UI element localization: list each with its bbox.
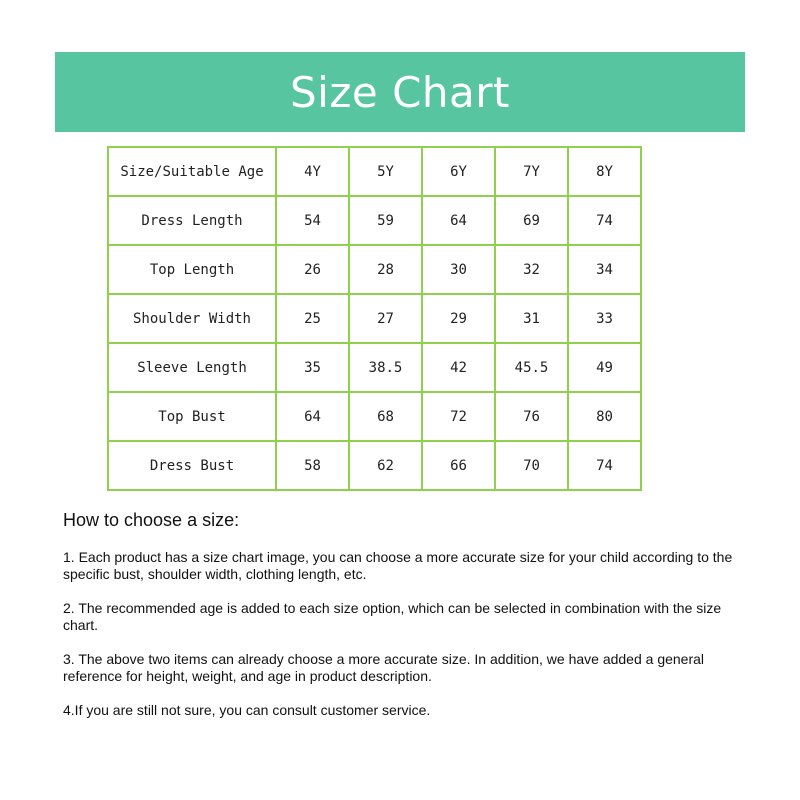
value-cell: 62	[349, 441, 422, 490]
value-cell: 54	[276, 196, 349, 245]
table-header-row	[108, 147, 641, 196]
value-cell: 33	[568, 294, 641, 343]
value-cell: 26	[276, 245, 349, 294]
table-row	[108, 196, 641, 245]
value-cell: 30	[422, 245, 495, 294]
table-row	[108, 245, 641, 294]
value-cell: 76	[495, 392, 568, 441]
value-cell: 58	[276, 441, 349, 490]
value-cell: 42	[422, 343, 495, 392]
value-cell: 59	[349, 196, 422, 245]
value-cell: 25	[276, 294, 349, 343]
value-cell: 38.5	[349, 343, 422, 392]
row-label-cell: Top Length	[108, 245, 276, 294]
value-cell: 49	[568, 343, 641, 392]
value-cell: 68	[349, 392, 422, 441]
size-guide-item: 4.If you are still not sure, you can consult customer service.	[63, 702, 431, 718]
header-label-cell: Size/Suitable Age	[108, 147, 276, 196]
size-guide-item: 3. The above two items can already choose a more accurate size. In addition, we have added a general reference for height, weight, and age in product description.	[63, 651, 705, 684]
row-label-cell: Dress Length	[108, 196, 276, 245]
value-cell: 64	[422, 196, 495, 245]
table-row	[108, 441, 641, 490]
size-header-cell: 6Y	[422, 147, 495, 196]
value-cell: 66	[422, 441, 495, 490]
size-header-cell: 5Y	[349, 147, 422, 196]
size-guide-section	[63, 510, 753, 736]
value-cell: 74	[568, 196, 641, 245]
value-cell: 64	[276, 392, 349, 441]
size-guide-item: 1. Each product has a size chart image, you can choose a more accurate size for your child according to the specific bust, shoulder width, clothing length, etc.	[63, 549, 733, 582]
size-guide-item: 2. The recommended age is added to each size option, which can be selected in combination with the size chart.	[63, 600, 722, 633]
value-cell: 28	[349, 245, 422, 294]
value-cell: 72	[422, 392, 495, 441]
value-cell: 29	[422, 294, 495, 343]
table-row	[108, 392, 641, 441]
value-cell: 74	[568, 441, 641, 490]
value-cell: 35	[276, 343, 349, 392]
row-label-cell: Dress Bust	[108, 441, 276, 490]
size-guide-heading: How to choose a size:	[63, 510, 240, 530]
table-row	[108, 343, 641, 392]
value-cell: 27	[349, 294, 422, 343]
size-header-cell: 7Y	[495, 147, 568, 196]
size-table	[107, 146, 642, 491]
value-cell: 32	[495, 245, 568, 294]
table-row	[108, 294, 641, 343]
size-header-cell: 4Y	[276, 147, 349, 196]
value-cell: 69	[495, 196, 568, 245]
row-label-cell: Sleeve Length	[108, 343, 276, 392]
value-cell: 45.5	[495, 343, 568, 392]
row-label-cell: Top Bust	[108, 392, 276, 441]
value-cell: 80	[568, 392, 641, 441]
page-title: Size Chart	[290, 67, 510, 117]
size-chart-banner	[55, 52, 745, 132]
size-header-cell: 8Y	[568, 147, 641, 196]
value-cell: 70	[495, 441, 568, 490]
value-cell: 34	[568, 245, 641, 294]
row-label-cell: Shoulder Width	[108, 294, 276, 343]
value-cell: 31	[495, 294, 568, 343]
